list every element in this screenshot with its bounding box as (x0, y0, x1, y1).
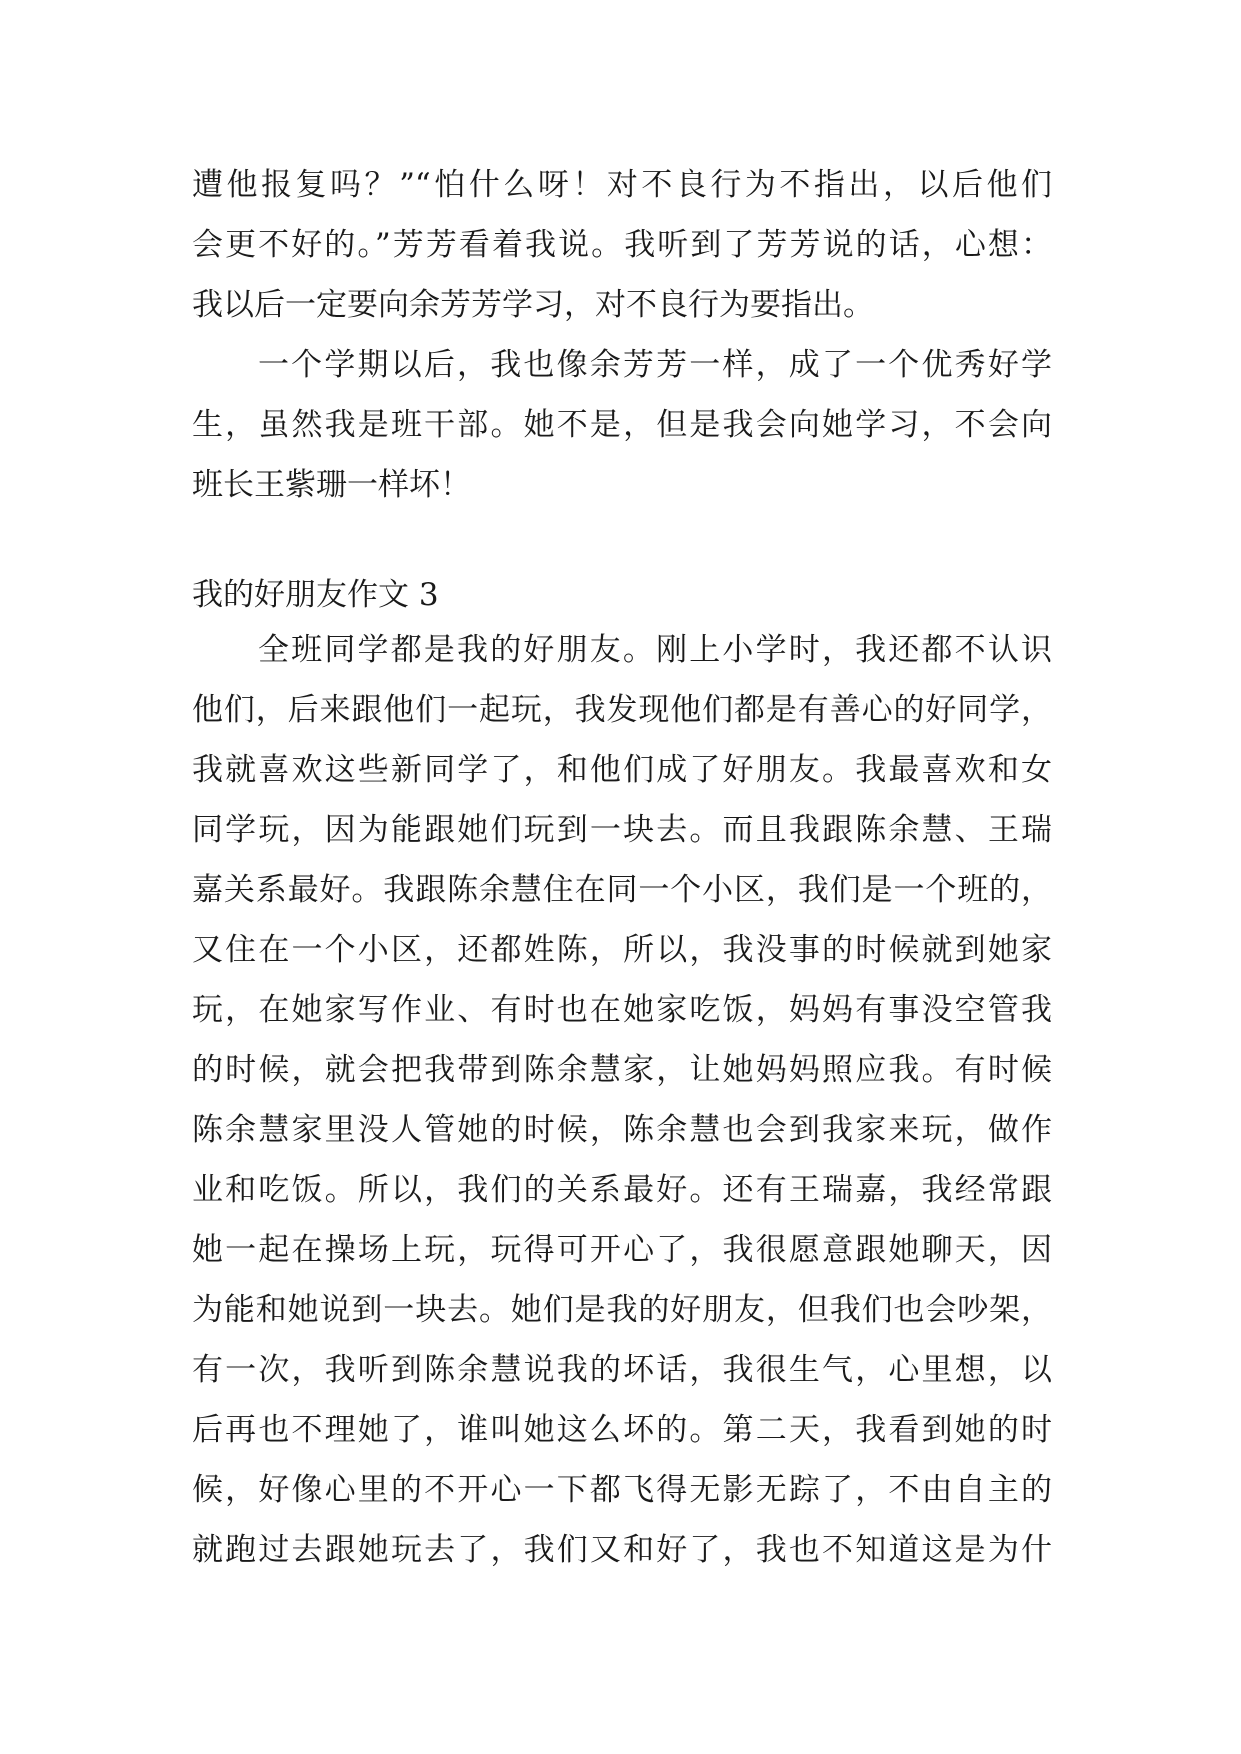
text-line: 后再也不理她了，谁叫她这么坏的。第二天，我看到她的时 (192, 1412, 1052, 1448)
essay-body (192, 620, 1052, 1580)
text-line: 又住在一个小区，还都姓陈，所以，我没事的时候就到她家 (192, 932, 1052, 968)
text-line: 班长王紫珊一样坏！ (192, 467, 471, 503)
text-line: 玩，在她家写作业、有时也在她家吃饭，妈妈有事没空管我 (192, 992, 1052, 1028)
text-line: 有一次，我听到陈余慧说我的坏话，我很生气，心里想，以 (192, 1352, 1052, 1388)
text-line: 她一起在操场上玩，玩得可开心了，我很愿意跟她聊天，因 (192, 1232, 1052, 1268)
previous-essay-ending (192, 155, 1052, 515)
text-line: 嘉关系最好。我跟陈余慧住在同一个小区，我们是一个班的， (192, 872, 1052, 908)
text-line: 为能和她说到一块去。她们是我的好朋友，但我们也会吵架， (192, 1292, 1052, 1328)
essay-title: 我的好朋友作文 3 (192, 577, 439, 613)
text-line: 遭他报复吗？”“怕什么呀！对不良行为不指出，以后他们 (192, 167, 1052, 203)
text-line: 会更不好的。”芳芳看着我说。我听到了芳芳说的话，心想： (192, 227, 1052, 263)
text-line: 全班同学都是我的好朋友。刚上小学时，我还都不认识 (258, 632, 1052, 668)
text-line: 候，好像心里的不开心一下都飞得无影无踪了，不由自主的 (192, 1472, 1052, 1508)
text-line: 生，虽然我是班干部。她不是，但是我会向她学习，不会向 (192, 407, 1052, 443)
text-line: 就跑过去跟她玩去了，我们又和好了，我也不知道这是为什 (192, 1532, 1052, 1568)
text-line: 的时候，就会把我带到陈余慧家，让她妈妈照应我。有时候 (192, 1052, 1052, 1088)
text-line: 陈余慧家里没人管她的时候，陈余慧也会到我家来玩，做作 (192, 1112, 1052, 1148)
essay-heading (192, 565, 1052, 625)
text-line: 他们，后来跟他们一起玩，我发现他们都是有善心的好同学， (192, 692, 1052, 728)
text-line: 业和吃饭。所以，我们的关系最好。还有王瑞嘉，我经常跟 (192, 1172, 1052, 1208)
text-line: 我就喜欢这些新同学了，和他们成了好朋友。我最喜欢和女 (192, 752, 1052, 788)
text-line: 一个学期以后，我也像余芳芳一样，成了一个优秀好学 (258, 347, 1052, 383)
text-line: 同学玩，因为能跟她们玩到一块去。而且我跟陈余慧、王瑞 (192, 812, 1052, 848)
text-line: 我以后一定要向余芳芳学习，对不良行为要指出。 (192, 287, 874, 323)
